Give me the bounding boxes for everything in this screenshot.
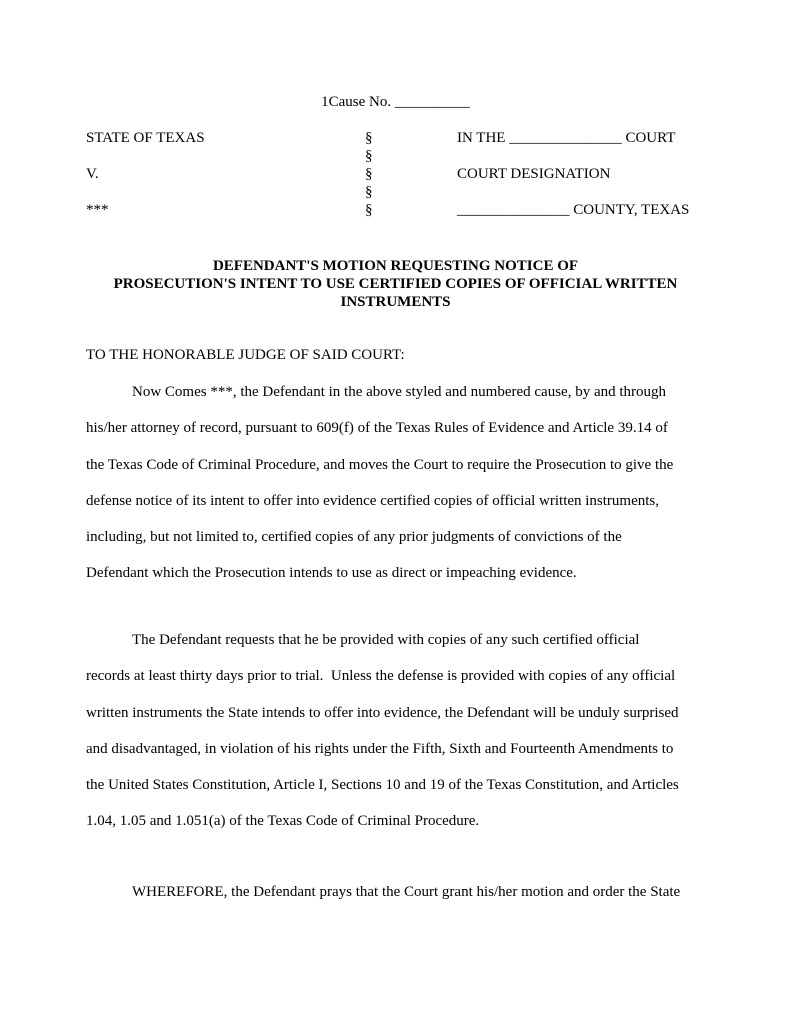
salutation: TO THE HONORABLE JUDGE OF SAID COURT: bbox=[86, 347, 405, 363]
paragraph-line: defense notice of its intent to offer into evidence certified copies of official written instruments, bbox=[86, 492, 660, 509]
paragraph-line: records at least thirty days prior to trial. Unless the defense is provided with copies of any official bbox=[86, 668, 676, 685]
caption-party-defendant: *** bbox=[86, 202, 109, 218]
motion-title-line: DEFENDANT'S MOTION REQUESTING NOTICE OF bbox=[212, 258, 579, 274]
motion-title-line: INSTRUMENTS bbox=[340, 294, 451, 310]
caption-court-designation: COURT DESIGNATION bbox=[457, 166, 611, 182]
paragraph-line: including, but not limited to, certified copies of any prior judgments of convictions of the bbox=[86, 529, 622, 546]
section-mark: § bbox=[365, 148, 373, 164]
caption-party-state: STATE OF TEXAS bbox=[86, 130, 205, 146]
paragraph-line: WHEREFORE, the Defendant prays that the Court grant his/her motion and order the State bbox=[132, 884, 681, 900]
paragraph-line: 1.04, 1.05 and 1.051(a) of the Texas Code of Criminal Procedure. bbox=[86, 813, 480, 830]
cause-number: 1Cause No. __________ bbox=[321, 94, 470, 110]
paragraph-line: written instruments the State intends to offer into evidence, the Defendant will be unduly surprised bbox=[86, 704, 679, 721]
motion-title bbox=[86, 257, 705, 311]
paragraph-motion bbox=[86, 383, 726, 601]
paragraph-request bbox=[86, 631, 726, 849]
paragraph-line: and disadvantaged, in violation of his rights under the Fifth, Sixth and Fourteenth Amendments to bbox=[86, 740, 674, 757]
paragraph-prayer bbox=[86, 883, 726, 919]
section-mark: § bbox=[365, 202, 373, 218]
paragraph-line: the Texas Code of Criminal Procedure, and moves the Court to require the Prosecution to give the bbox=[86, 456, 674, 473]
section-mark: § bbox=[365, 184, 373, 200]
section-mark: § bbox=[365, 166, 373, 182]
paragraph-line: his/her attorney of record, pursuant to 609(f) of the Texas Rules of Evidence and Article 39.14 of bbox=[86, 420, 668, 437]
caption-versus: V. bbox=[86, 166, 99, 182]
caption-county: _______________ COUNTY, TEXAS bbox=[457, 202, 690, 218]
paragraph-line: Now Comes ***, the Defendant in the above styled and numbered cause, by and through bbox=[132, 384, 667, 400]
paragraph-line: the United States Constitution, Article I, Sections 10 and 19 of the Texas Constitution, and Articles bbox=[86, 777, 679, 794]
motion-title-line: PROSECUTION'S INTENT TO USE CERTIFIED COPIES OF OFFICIAL WRITTEN bbox=[113, 276, 678, 292]
paragraph-line: The Defendant requests that he be provided with copies of any such certified official bbox=[132, 632, 640, 648]
paragraph-line: Defendant which the Prosecution intends to use as direct or impeaching evidence. bbox=[86, 565, 577, 582]
section-mark: § bbox=[365, 130, 373, 146]
caption-court: IN THE _______________ COURT bbox=[457, 130, 676, 146]
